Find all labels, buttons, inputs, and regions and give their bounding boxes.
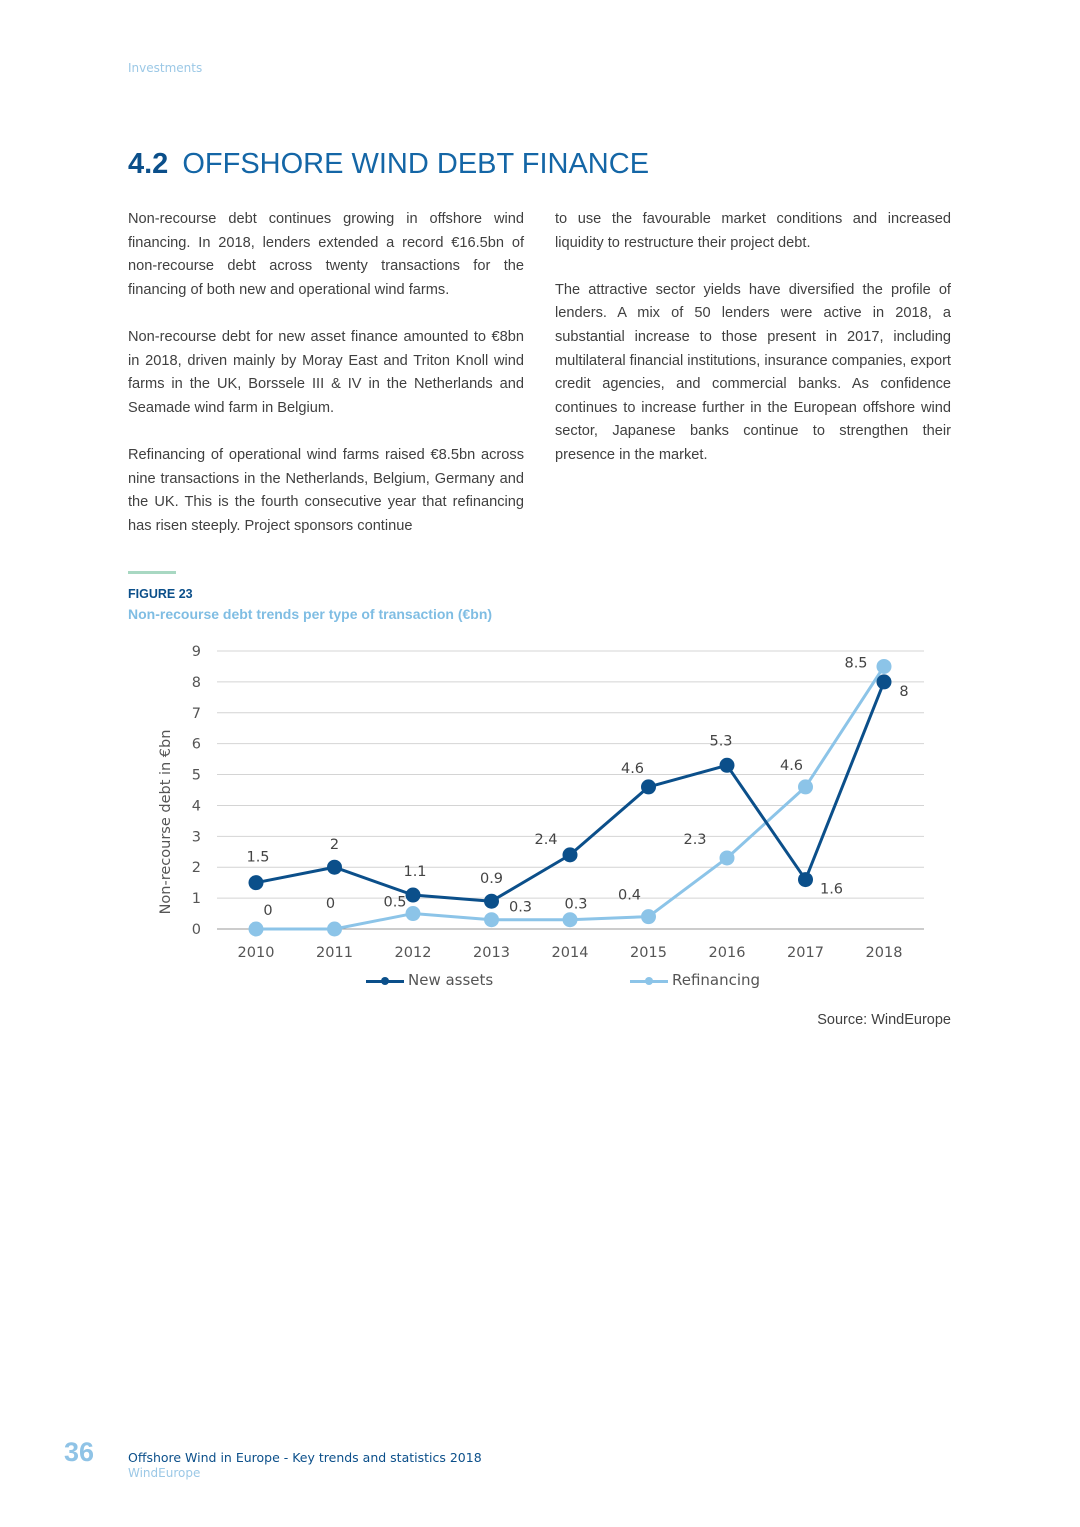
data-point — [798, 872, 813, 887]
data-point — [484, 894, 499, 909]
figure-title: Non-recourse debt trends per type of transaction (€bn) — [128, 606, 493, 622]
data-point — [484, 912, 499, 927]
paragraph: Non-recourse debt for new asset finance amounted to €8bn in 2018, driven mainly by Moray East and Triton Knoll wind farms in the UK, Borssele III & IV in the Netherlands and Seamade wind farm in Belgium. — [128, 328, 524, 416]
y-tick-label: 3 — [191, 829, 201, 846]
data-label: 0 — [263, 903, 273, 919]
data-label: 4.6 — [779, 757, 804, 774]
x-tick-label: 2014 — [551, 945, 589, 961]
data-point — [406, 888, 421, 903]
y-tick-label: 4 — [191, 798, 201, 815]
x-tick-label: 2011 — [316, 945, 353, 961]
section-number: 4.2 — [128, 148, 169, 180]
data-label: 5.3 — [709, 733, 733, 750]
y-tick-label: 6 — [191, 736, 201, 753]
series-line-new-assets — [256, 682, 884, 901]
data-label: 2.3 — [683, 831, 707, 848]
data-point — [327, 860, 342, 875]
data-point — [877, 659, 892, 674]
data-point — [641, 909, 656, 924]
section-title-text: OFFSHORE WIND DEBT FINANCE — [182, 148, 650, 180]
data-label: 0.4 — [617, 887, 642, 904]
y-tick-label: 5 — [191, 767, 201, 784]
paragraph: to use the favourable market conditions and increased liquidity to restructure their project debt. — [555, 211, 951, 251]
legend-marker — [381, 977, 389, 985]
x-tick-label: 2012 — [394, 945, 432, 961]
data-point — [641, 779, 656, 794]
figure-number: FIGURE 23 — [128, 587, 193, 601]
data-label: 0.3 — [508, 899, 533, 916]
data-label: 0.5 — [383, 894, 407, 911]
data-label: 1.1 — [403, 864, 427, 881]
footer-title: Offshore Wind in Europe - Key trends and statistics 2018 — [128, 1450, 482, 1465]
data-label: 8.5 — [844, 655, 868, 672]
series-line-refinancing — [256, 666, 884, 929]
x-tick-label: 2017 — [787, 945, 824, 961]
paragraph: Refinancing of operational wind farms raised €8.5bn across nine transactions in the Netherlands, Belgium, Germany and the UK. This is the fourth consecutive year that refinancing has risen steeply. Project sponsors continue — [128, 446, 524, 534]
data-label: 0.3 — [564, 896, 588, 913]
data-label: 2 — [329, 837, 340, 854]
legend-label: Refinancing — [672, 971, 761, 989]
data-label: 8 — [899, 683, 909, 700]
section-label: Investments — [128, 61, 203, 75]
data-label: 0.9 — [479, 871, 504, 888]
data-point — [720, 758, 735, 773]
y-tick-label: 1 — [191, 891, 201, 908]
data-point — [563, 912, 578, 927]
data-point — [563, 847, 578, 862]
x-tick-label: 2018 — [865, 945, 903, 961]
data-point — [327, 922, 342, 937]
paragraph: The attractive sector yields have diversified the profile of lenders. A mix of 50 lenders were active in 2018, a substantial increase to those present in 2017, including multilateral financial institutions, insurance companies, export credit agencies, and commercial banks. As confidence continues to increase further in the European offshore wind sector, Japanese banks continue to strengthen their presence in the market. — [555, 281, 951, 463]
y-tick-label: 8 — [191, 674, 201, 691]
data-point — [720, 850, 735, 865]
data-label: 1.6 — [819, 881, 844, 898]
data-point — [406, 906, 421, 921]
y-tick-label: 7 — [191, 705, 201, 722]
x-tick-label: 2015 — [630, 945, 667, 961]
footer-org: WindEurope — [128, 1466, 201, 1480]
x-tick-label: 2016 — [708, 945, 746, 961]
data-label: 1.5 — [246, 849, 270, 866]
legend-label: New assets — [408, 971, 494, 989]
y-tick-label: 0 — [191, 922, 201, 938]
data-point — [798, 779, 813, 794]
data-point — [249, 922, 264, 937]
legend-marker — [645, 977, 653, 985]
data-label: 0 — [325, 896, 336, 912]
data-label: 4.6 — [620, 760, 645, 777]
x-tick-label: 2010 — [237, 945, 275, 961]
y-tick-label: 9 — [191, 644, 201, 660]
data-point — [249, 875, 264, 890]
paragraph: Non-recourse debt continues growing in offshore wind financing. In 2018, lenders extended a record €16.5bn of non-recourse debt across twenty transactions for the financing of both new and operational wind farms. — [128, 211, 524, 298]
data-label: 2.4 — [534, 831, 558, 848]
x-tick-label: 2013 — [473, 945, 510, 961]
y-axis-title: Non-recourse debt in €bn — [158, 729, 174, 915]
page-number: 36 — [64, 1437, 95, 1467]
figure-source: Source: WindEurope — [817, 1012, 951, 1028]
data-point — [877, 674, 892, 689]
y-tick-label: 2 — [191, 860, 201, 877]
